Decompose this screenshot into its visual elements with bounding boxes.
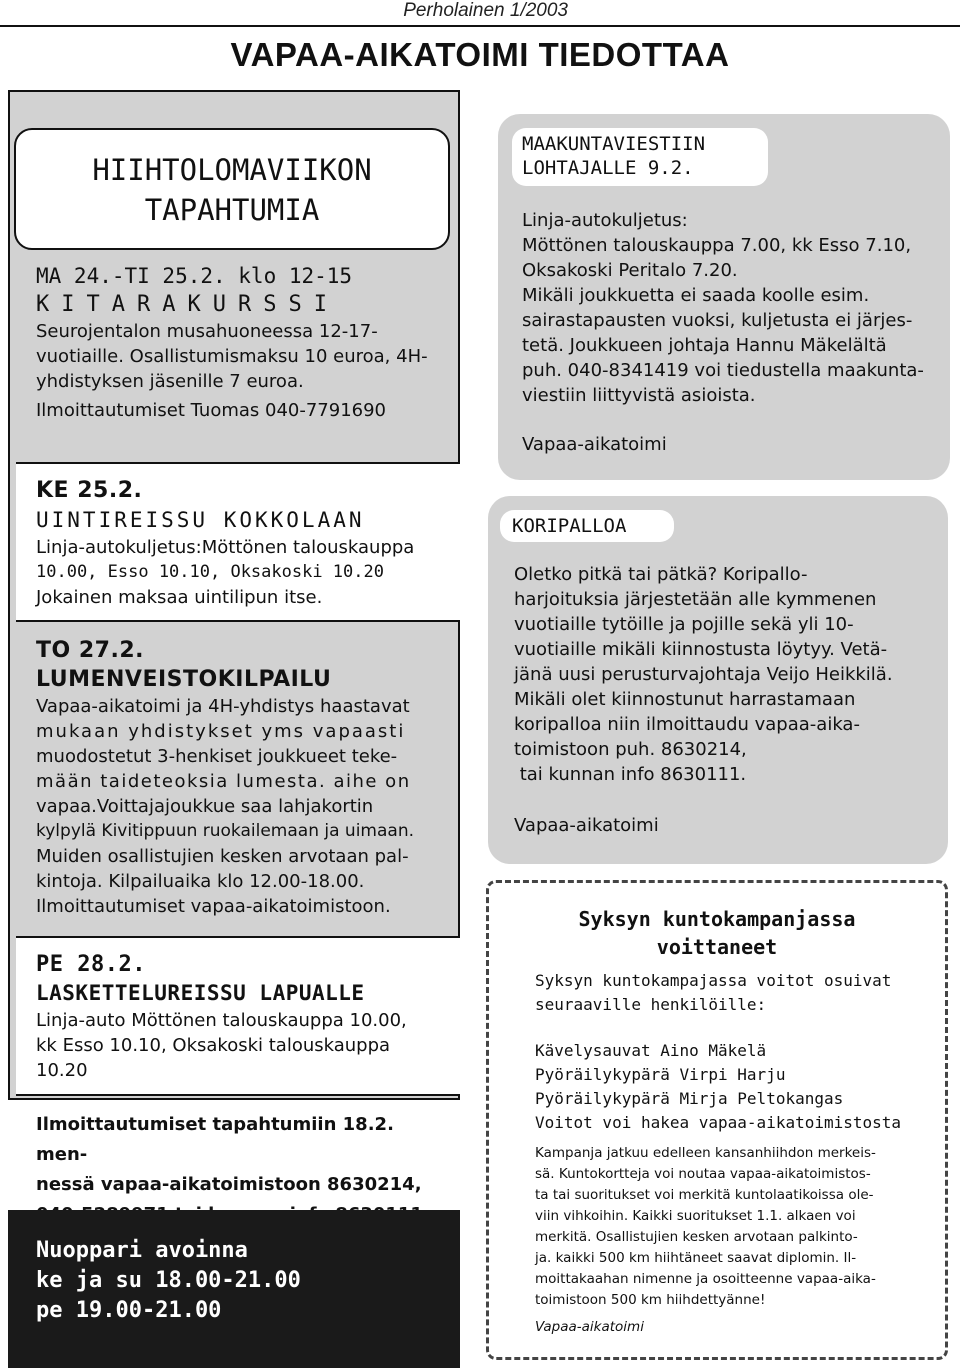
campaign-line: sä. Kuntokortteja voi noutaa vapaa-aikatoimistos- <box>535 1166 871 1182</box>
publication-name: Perholainen 1/2003 <box>403 0 568 21</box>
event-uintireissu-box <box>16 462 460 622</box>
kuntokampanja-title-line2: voittaneet <box>656 935 778 959</box>
kuntokampanja-intro: seuraaville henkilöille: <box>535 995 767 1014</box>
koripallo-line: koripalloa niin ilmoittaudu vapaa-aika- <box>514 714 860 735</box>
event-line: kylpylä Kivitippuun ruokailemaan ja uimaan. <box>36 821 414 841</box>
header-rule <box>0 25 960 27</box>
event-line: Seurojentalon musahuoneessa 12-17- <box>36 321 378 342</box>
maakuntaviesti-line: Oksakoski Peritalo 7.20. <box>522 260 738 281</box>
event-line: Ilmoittautumiset vapaa-aikatoimistoon. <box>36 896 391 917</box>
kuntokampanja-intro: Syksyn kuntokampajassa voitot osuivat <box>535 971 892 990</box>
campaign-line: merkitä. Osallistujien kesken arvotaan palkinto- <box>535 1229 858 1245</box>
maakuntaviesti-title <box>512 128 768 186</box>
nuoppari-box <box>8 1210 460 1368</box>
event-line: 10.00, Esso 10.10, Oksakoski 10.20 <box>36 562 384 582</box>
maakuntaviesti-line: sairastapausten vuoksi, kuljetusta ei järjes- <box>522 310 913 331</box>
maakuntaviesti-line: Mikäli joukkuetta ei saada koolle esim. <box>522 285 870 306</box>
event-line: Ilmoittautumiset Tuomas 040-7791690 <box>36 400 387 421</box>
nuoppari-line: Nuoppari avoinna <box>36 1238 248 1263</box>
events-title-line2: TAPAHTUMIA <box>144 193 320 227</box>
campaign-line: moittakaahan nimenne ja osoitteenne vapaa-aika- <box>535 1271 876 1287</box>
event-line: Jokainen maksaa uintilipun itse. <box>36 587 323 608</box>
event-line: vapaa.Voittajajoukkue saa lahjakortin <box>36 796 374 817</box>
maakuntaviesti-signature: Vapaa-aikatoimi <box>522 434 667 455</box>
event-line: yhdistyksen jäsenille 7 euroa. <box>36 371 304 392</box>
event-lasketteluretki-box <box>16 936 460 1096</box>
campaign-line: ta tai suoritukset voi merkitä kuntolaatikoissa ole- <box>535 1187 874 1203</box>
maakuntaviesti-line: puh. 040-8341419 voi tiedustella maakunta- <box>522 360 924 381</box>
event-line: 10.20 <box>36 1060 88 1081</box>
campaign-line: Kampanja jatkuu edelleen kansanhiihdon merkeis- <box>535 1145 876 1161</box>
event-line: kk Esso 10.10, Oksakoski talouskauppa <box>36 1035 391 1056</box>
event-lumenveisto <box>36 636 448 919</box>
maakuntaviesti-line: viestiin liittyvistä asioista. <box>522 385 756 406</box>
koripallo-line: vuotiaille mikäli kiinnostusta löytyy. Vetä- <box>514 639 888 660</box>
winner-line: Voitot voi hakea vapaa-aikatoimistosta <box>535 1113 902 1132</box>
event-heading: UINTIREISSU KOKKOLAAN <box>36 508 365 532</box>
koripallo-box <box>488 496 948 864</box>
maakuntaviesti-title-line2: LOHTAJALLE 9.2. <box>522 157 694 179</box>
kuntokampanja-title-line1: Syksyn kuntokampanjassa <box>578 907 856 931</box>
campaign-line: ja. kaikki 500 km hiihtäneet saavat diplomin. Il- <box>535 1250 857 1266</box>
winner-line: Pyöräilykypärä Mirja Peltokangas <box>535 1089 844 1108</box>
registration-line: nessä vapaa-aikatoimistoon 8630214, <box>36 1174 422 1195</box>
event-line: Linja-auto Möttönen talouskauppa 10.00, <box>36 1010 407 1031</box>
maakuntaviesti-title-line1: MAAKUNTAVIESTIIN <box>522 133 706 155</box>
maakuntaviesti-box <box>498 114 950 480</box>
koripallo-line: vuotiaille tytöille ja pojille sekä yli 10- <box>514 614 854 635</box>
koripallo-title: KORIPALLOA <box>500 510 674 542</box>
maakuntaviesti-line: Möttönen talouskauppa 7.00, kk Esso 7.10, <box>522 235 912 256</box>
event-date: PE 28.2. <box>36 952 146 977</box>
campaign-line: viin vihkoihin. Kaikki suoritukset 1.1. alkaen voi <box>535 1208 856 1224</box>
event-date: TO 27.2. <box>36 638 145 663</box>
event-date: KE 25.2. <box>36 478 143 503</box>
event-line: mään taideteoksia lumesta. aihe on <box>36 771 411 792</box>
event-line: muodostetut 3-henkiset joukkueet teke- <box>36 746 398 767</box>
event-kitarakurssi <box>36 262 446 423</box>
koripallo-signature: Vapaa-aikatoimi <box>514 815 659 836</box>
events-title-line1: HIIHTOLOMAVIIKON <box>92 153 372 187</box>
event-heading: LUMENVEISTOKILPAILU <box>36 667 332 692</box>
page-title: VAPAA-AIKATOIMI TIEDOTTAA <box>230 36 730 73</box>
koripallo-line: tai kunnan info 8630111. <box>514 764 747 785</box>
event-heading: KITARAKURSSI <box>36 292 339 317</box>
event-heading: LASKETTELUREISSU LAPUALLE <box>36 981 365 1005</box>
kuntokampanja-box <box>486 880 948 1360</box>
event-date: MA 24.-TI 25.2. klo 12-15 <box>36 264 353 288</box>
koripallo-line: Mikäli olet kiinnostunut harrastamaan <box>514 689 856 710</box>
nuoppari-line: pe 19.00-21.00 <box>36 1298 222 1323</box>
koripallo-line: harjoituksia järjestetään alle kymmenen <box>514 589 877 610</box>
winner-line: Pyöräilykypärä Virpi Harju <box>535 1065 786 1084</box>
koripallo-line: toimistoon puh. 8630214, <box>514 739 747 760</box>
maakuntaviesti-line: tetä. Joukkueen johtaja Hannu Mäkelältä <box>522 335 887 356</box>
koripallo-line: Oletko pitkä tai pätkä? Koripallo- <box>514 564 808 585</box>
registration-line: Ilmoittautumiset tapahtumiin 18.2. men- <box>36 1114 394 1165</box>
event-line: Linja-autokuljetus:Möttönen talouskauppa <box>36 537 415 558</box>
event-line: mukaan yhdistykset yms vapaasti <box>36 721 406 742</box>
event-line: vuotiaille. Osallistumismaksu 10 euroa, 4H- <box>36 346 428 367</box>
events-title-box <box>14 128 450 250</box>
kuntokampanja-signature: Vapaa-aikatoimi <box>535 1319 644 1335</box>
campaign-line: toimistoon 500 km hiihdettyänne! <box>535 1292 766 1308</box>
nuoppari-line: ke ja su 18.00-21.00 <box>36 1268 301 1293</box>
event-line: Muiden osallistujien kesken arvotaan pal- <box>36 846 409 867</box>
event-line: Vapaa-aikatoimi ja 4H-yhdistys haastavat <box>36 696 410 717</box>
winner-line: Kävelysauvat Aino Mäkelä <box>535 1041 767 1060</box>
event-line: kintoja. Kilpailuaika klo 12.00-18.00. <box>36 871 365 892</box>
maakuntaviesti-line: Linja-autokuljetus: <box>522 210 688 231</box>
koripallo-line: jänä uusi perusturvajohtaja Veijo Heikkilä. <box>514 664 893 685</box>
